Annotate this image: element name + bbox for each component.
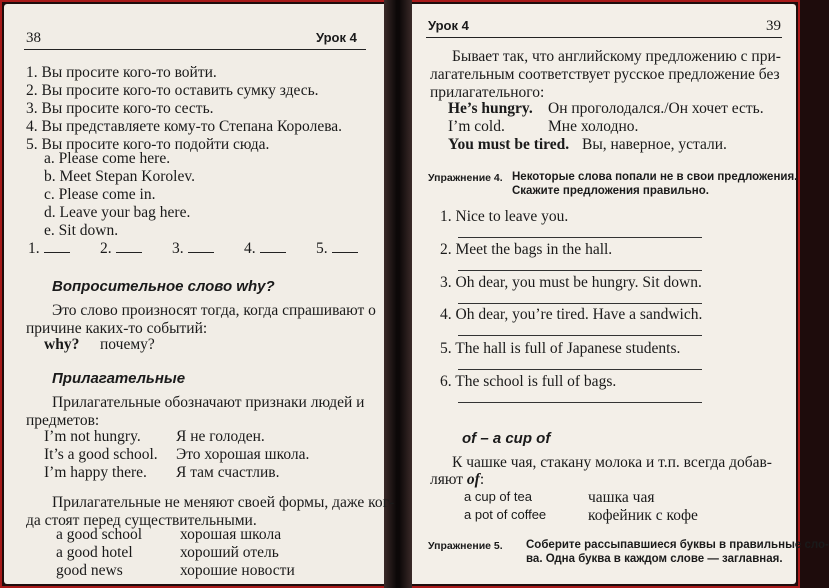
situation-item: 2. Вы просите кого-то оставить сумку здесь.	[26, 82, 319, 99]
answer-slot: 1.	[28, 240, 70, 258]
example-russian: Это хорошая школа.	[176, 446, 310, 463]
exercise-item: 2. Meet the bags in the hall.	[440, 241, 613, 258]
answer-slot: 3.	[172, 240, 214, 258]
exercise-item: 1. Nice to leave you.	[440, 208, 569, 225]
option-text: Please come in.	[58, 186, 156, 203]
page-number: 38	[26, 30, 41, 46]
example-english: I’m happy there.	[44, 464, 147, 481]
phrase-russian: чашка чая	[588, 489, 655, 506]
answer-slot: 2.	[100, 240, 142, 258]
phrase-english: a good hotel	[56, 544, 133, 561]
phrase-english: a cup of tea	[464, 489, 532, 504]
of-keyword: of	[466, 471, 480, 488]
paragraph-line: К чашке чая, стакану молока и т.п. всегда добав-	[452, 454, 772, 471]
why-russian: почему?	[100, 336, 155, 353]
paragraph-line: лагательным соответствует русское предложение без	[430, 66, 780, 83]
section-heading-cup-of: of – a cup of	[462, 430, 551, 447]
exercise-item: 4. Oh dear, you’re tired. Have a sandwich.	[440, 306, 703, 323]
phrase-english: good news	[56, 562, 123, 579]
example-english: I’m not hungry.	[44, 428, 141, 445]
paragraph-line: Это слово произносят тогда, когда спрашивают о	[52, 302, 376, 319]
exercise-item: 6. The school is full of bags.	[440, 373, 617, 390]
option-text: Please come here.	[58, 150, 171, 167]
situation-item: 5. Вы просите кого-то подойти сюда.	[26, 136, 270, 153]
phrase-russian: хороший отель	[180, 544, 279, 561]
exercise-4-instruction: Некоторые слова попали не в свои предложения.	[512, 171, 798, 183]
paragraph-line: ляют of:	[430, 471, 485, 488]
example-russian: Вы, наверное, устали.	[582, 136, 727, 153]
example-russian: Я не голоден.	[176, 428, 265, 445]
section-heading-why: Вопросительное слово why?	[52, 278, 275, 295]
answer-line[interactable]	[458, 369, 702, 370]
running-head: Урок 4	[428, 18, 469, 33]
answer-line[interactable]	[458, 237, 702, 238]
example-russian: Я там счастлив.	[176, 464, 280, 481]
situation-item: 4. Вы представляете кому-то Степана Королева.	[26, 118, 343, 135]
exercise-5-label: Упражнение 5.	[428, 540, 503, 552]
exercise-5-instruction: ва. Одна буква в каждом слове — заглавная.	[526, 553, 783, 565]
phrase-english: a pot of coffee	[464, 507, 547, 522]
section-heading-adjectives: Прилагательные	[52, 370, 186, 387]
example-russian: Он проголодался./Он хочет есть.	[548, 100, 764, 117]
left-page	[4, 4, 395, 584]
right-page	[412, 4, 829, 584]
example-english: You must be tired.	[448, 136, 570, 153]
page-number: 39	[766, 18, 781, 34]
exercise-item: 3. Oh dear, you must be hungry. Sit down.	[440, 274, 702, 291]
paragraph-line: причине каких-то событий:	[26, 320, 208, 337]
phrase-russian: хорошие новости	[180, 562, 295, 579]
answer-line[interactable]	[458, 270, 702, 271]
option-letter: e.	[44, 222, 55, 239]
paragraph-line: Бывает так, что английскому предложению с при-	[452, 48, 781, 65]
phrase-russian: хорошая школа	[180, 526, 282, 543]
answer-slot: 4.	[244, 240, 286, 258]
exercise-4-instruction: Скажите предложения правильно.	[512, 185, 709, 197]
answer-line[interactable]	[458, 303, 702, 304]
option-letter: b.	[44, 168, 56, 185]
phrase-russian: кофейник с кофе	[588, 507, 698, 524]
header-rule	[426, 37, 782, 38]
header-rule	[24, 49, 366, 50]
why-english: why?	[44, 336, 80, 353]
option-letter: a.	[44, 150, 55, 167]
answer-line[interactable]	[458, 335, 702, 336]
situation-item: 3. Вы просите кого-то сесть.	[26, 100, 214, 117]
paragraph-line: Прилагательные обозначают признаки людей и	[52, 394, 365, 411]
answer-slot: 5.	[316, 240, 358, 258]
paragraph-line: предметов:	[26, 412, 100, 429]
situation-item: 1. Вы просите кого-то войти.	[26, 64, 217, 81]
paragraph-line: Прилагательные не меняют своей формы, даже ког-	[52, 494, 395, 511]
running-head: Урок 4	[316, 30, 357, 45]
example-english: I’m cold.	[448, 118, 505, 135]
exercise-4-label: Упражнение 4.	[428, 172, 503, 184]
exercise-item: 5. The hall is full of Japanese students.	[440, 340, 681, 357]
paragraph-line: да стоят перед существительными.	[26, 512, 257, 529]
example-russian: Мне холодно.	[548, 118, 639, 135]
example-english: He’s hungry.	[448, 100, 533, 117]
option-letter: d.	[44, 204, 56, 221]
example-english: It’s a good school.	[44, 446, 158, 463]
phrase-english: a good school	[56, 526, 143, 543]
option-text: Leave your bag here.	[59, 204, 191, 221]
exercise-5-instruction: Соберите рассыпавшиеся буквы в правильные сло-	[526, 539, 829, 551]
option-text: Meet Stepan Korolev.	[59, 168, 195, 185]
option-letter: c.	[44, 186, 55, 203]
option-text: Sit down.	[58, 222, 119, 239]
answer-line[interactable]	[458, 402, 702, 403]
paragraph-line: прилагательного:	[430, 84, 545, 101]
